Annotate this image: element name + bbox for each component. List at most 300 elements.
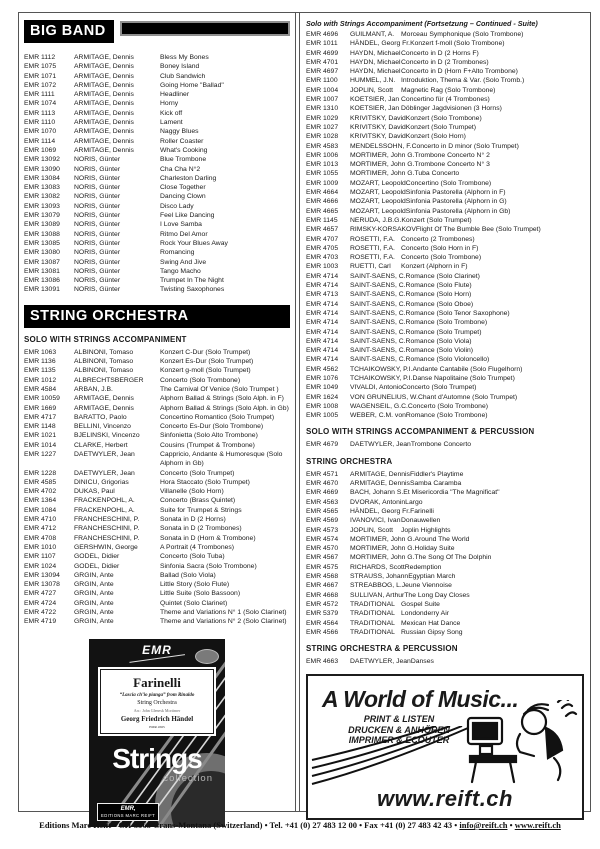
- entry-composer: MOZART, Leopold: [350, 198, 406, 206]
- entry-number: EMR 1007: [306, 96, 339, 104]
- entry-title: Romance (Solo Clarinet): [405, 272, 480, 280]
- entry-number: EMR 1063: [24, 348, 57, 356]
- entry-number: EMR 4714: [306, 319, 339, 327]
- catalog-entry-row: [24, 478, 290, 487]
- catalog-entry-row: [306, 591, 584, 600]
- entry-title: Bless My Bones: [160, 54, 209, 61]
- staff-swoosh-lines: [310, 726, 470, 788]
- entry-composer: SULLIVAN, Arthur: [350, 591, 405, 599]
- entry-title: Concerto (Solo Horn in F): [401, 244, 479, 252]
- right-column: [299, 13, 590, 811]
- catalog-entry-row: [24, 515, 290, 524]
- world-of-music-ad: [306, 674, 584, 820]
- entry-number: EMR 13093: [24, 202, 60, 210]
- entry-composer: ROSETTI, F.A.: [350, 254, 395, 262]
- entry-composer: ARMITAGE, Dennis: [74, 100, 134, 108]
- entry-number: EMR 4714: [306, 337, 339, 345]
- entry-title: Concerto in D (Horn F+Alto Trombone): [401, 68, 518, 76]
- entry-title: Concerto in D (2 Horns F): [401, 49, 479, 57]
- cover-number: EMR 4565: [149, 724, 165, 729]
- entry-title: Romance (Solo Trombone): [405, 319, 488, 327]
- entry-composer: NORIS, Günter: [74, 202, 121, 210]
- entry-title: Redemption: [404, 563, 442, 571]
- ad-line-drucken-anhoeren: DRUCKEN & ANHÖREN: [348, 724, 450, 735]
- entry-composer: VON GRUNELIUS, W.: [350, 393, 418, 401]
- entry-number: EMR 1021: [24, 432, 57, 440]
- cover-title-panel: [100, 669, 214, 734]
- catalog-entry-row: [24, 183, 290, 192]
- catalog-entry-row: [306, 104, 584, 113]
- entry-composer: MORTIMER, John G.: [350, 170, 415, 178]
- entry-composer: GRGIN, Ante: [74, 618, 114, 626]
- catalog-entry-row: [306, 188, 584, 197]
- catalog-entry-row: [24, 285, 290, 294]
- catalog-entry-row: [24, 53, 290, 62]
- entry-composer: TRADITIONAL: [350, 628, 395, 636]
- entry-title: Gospel Suite: [401, 600, 440, 608]
- entry-composer: NORIS, Günter: [74, 258, 121, 266]
- entry-title: Theme and Variations N° 2 (Solo Clarinet): [160, 618, 287, 626]
- entry-composer: ALBINONI, Tomaso: [74, 358, 134, 366]
- entry-composer: GRGIN, Ante: [74, 581, 114, 589]
- entry-title: Konzert C-Dur (Solo Trumpet): [160, 348, 251, 356]
- catalog-entry-row: [24, 99, 290, 108]
- footer-separator: •: [507, 820, 515, 830]
- entry-number: EMR 1072: [24, 81, 57, 89]
- entry-composer: SAINT-SAENS, C.: [350, 291, 406, 299]
- entry-number: EMR 1114: [24, 137, 56, 145]
- footer-email-link[interactable]: info@reift.ch: [459, 820, 508, 830]
- catalog-entry-row: [306, 309, 584, 318]
- catalog-entry-row: [24, 348, 290, 357]
- entry-composer: MOZART, Leopold: [350, 179, 406, 187]
- catalog-entry-row: [306, 355, 584, 364]
- entry-title: Trombone Concerto N° 3: [414, 161, 490, 169]
- catalog-entry-row: [306, 619, 584, 628]
- entry-number: EMR 1084: [24, 506, 57, 514]
- entry-number: EMR 13081: [24, 267, 60, 275]
- entry-number: EMR 4714: [306, 328, 339, 336]
- catalog-entry-row: [24, 357, 290, 366]
- catalog-entry-row: [306, 58, 584, 67]
- entry-title: Feel Like Dancing: [160, 212, 215, 220]
- entry-title: Blue Trombone: [160, 156, 207, 164]
- entry-composer: STREABBOG, L.: [350, 582, 402, 590]
- entry-composer: ALBINONI, Tomaso: [74, 348, 134, 356]
- entry-composer: NORIS, Günter: [74, 239, 121, 247]
- entry-title: Samba Caramba: [409, 480, 462, 488]
- catalog-entry-row: [306, 244, 584, 253]
- entry-number: EMR 4666: [306, 198, 339, 206]
- entry-composer: ARMITAGE, Dennis: [74, 137, 134, 145]
- entry-composer: FRANCHESCHINI, P.: [74, 525, 140, 533]
- catalog-entry-row: [24, 90, 290, 99]
- entry-title: Trombone Concerto: [410, 441, 472, 449]
- orchestra-percussion-list: [306, 657, 584, 666]
- entry-number: EMR 13091: [24, 286, 60, 294]
- entry-number: EMR 4724: [24, 599, 57, 607]
- entry-composer: MOZART, Leopold: [350, 189, 406, 197]
- catalog-entry-row: [306, 49, 584, 58]
- entry-number: EMR 4714: [306, 309, 339, 317]
- entry-composer: NORIS, Günter: [74, 184, 121, 192]
- entry-number: EMR 1100: [306, 77, 338, 85]
- catalog-entry-row: [306, 553, 584, 562]
- solo-percussion-subheader: SOLO WITH STRINGS ACCOMPANIMENT & PERCUSSION: [306, 427, 535, 437]
- entry-composer: MORTIMER, John G.: [350, 535, 415, 543]
- entry-title: Sonata in D (2 Trombones): [160, 525, 242, 533]
- publisher-name: EDITIONS MARC REIFT: [101, 812, 156, 818]
- catalog-entry-row: [306, 337, 584, 346]
- entry-title: Concerto (Solo Tuba): [160, 553, 225, 561]
- entry-number: EMR 13085: [24, 239, 60, 247]
- catalog-entry-row: [306, 328, 584, 337]
- ad-website-link[interactable]: www.reift.ch: [377, 786, 513, 812]
- catalog-entry-row: [306, 600, 584, 609]
- entry-number: EMR 4727: [24, 590, 57, 598]
- catalog-entry-row: [24, 617, 290, 626]
- entry-composer: SAINT-SAENS, C.: [350, 300, 406, 308]
- entry-composer: WEBER, C.M. von: [350, 412, 406, 420]
- catalog-entry-row: [306, 346, 584, 355]
- entry-number: EMR 1003: [306, 263, 339, 271]
- entry-composer: HUMMEL, J.N.: [350, 77, 396, 85]
- entry-composer: ARMITAGE, Dennis: [74, 81, 134, 89]
- entry-composer: SAINT-SAENS, C.: [350, 347, 406, 355]
- entry-number: EMR 4714: [306, 272, 339, 280]
- entry-title: Konzert (Solo Horn): [405, 133, 466, 141]
- catalog-entry-row: [24, 220, 290, 229]
- entry-title: Cousins (Trumpet & Trombone): [160, 441, 255, 449]
- entry-composer: ARMITAGE, Dennis: [74, 119, 134, 127]
- entry-title: The Song Of The Dolphin: [414, 554, 492, 562]
- entry-title: Introduktion, Thema & Var. (Solo Tromb.): [401, 77, 525, 85]
- entry-number: EMR 4665: [306, 207, 339, 215]
- entry-title: Konzert Es-Dur (Solo Trumpet): [160, 358, 254, 366]
- catalog-entry-row: [306, 67, 584, 76]
- catalog-entry-row: [306, 479, 584, 488]
- entry-number: EMR 4565: [306, 507, 339, 515]
- entry-composer: TCHAIKOWSKY, P.I.: [350, 374, 413, 382]
- entry-title: The Long Day Closes: [404, 591, 470, 599]
- catalog-entry-row: [306, 488, 584, 497]
- entry-title: Egyptian March: [408, 573, 456, 581]
- strings-series-title: Strings: [112, 742, 202, 774]
- entry-composer: KOETSIER, Jan: [350, 96, 400, 104]
- catalog-entry-row: [24, 248, 290, 257]
- entry-number: EMR 1009: [306, 179, 339, 187]
- catalog-entry-row: [306, 572, 584, 581]
- entry-number: EMR 4570: [306, 545, 339, 553]
- entry-title: Joplin Highlights: [401, 526, 451, 534]
- entry-title: Boney Island: [160, 63, 200, 71]
- entry-composer: WAGENSEIL, G.C.: [350, 402, 408, 410]
- entry-title: Ballad (Solo Viola): [160, 571, 216, 579]
- entry-number: EMR 1028: [306, 133, 339, 141]
- entry-title: Danse Napolitaine (Solo Trumpet): [412, 374, 515, 382]
- catalog-entry-row: [24, 109, 290, 118]
- entry-title: Sinfonietta (Solo Alto Trombone): [160, 432, 258, 440]
- content-frame: [18, 12, 591, 818]
- entry-title: Lament: [160, 119, 183, 127]
- solo-percussion-list: [306, 440, 584, 449]
- entry-composer: SAINT-SAENS, C.: [350, 282, 406, 290]
- entry-composer: DVORAK, Antonin: [350, 498, 406, 506]
- entry-title: What's Cooking: [160, 146, 208, 154]
- entry-number: EMR 1145: [306, 216, 338, 224]
- catalog-entry-row: [306, 402, 584, 411]
- catalog-entry-row: [306, 169, 584, 178]
- entry-number: EMR 1228: [24, 469, 57, 477]
- entry-number: EMR 13082: [24, 193, 60, 201]
- catalog-entry-row: [24, 62, 290, 71]
- entry-number: EMR 1107: [24, 553, 56, 561]
- entry-composer: FRACKENPOHL, A.: [74, 497, 135, 505]
- catalog-entry-row: [306, 86, 584, 95]
- entry-title: Danses: [410, 658, 434, 666]
- entry-number: EMR 1110: [24, 119, 56, 127]
- entry-composer: MORTIMER, John G.: [350, 545, 415, 553]
- right-string-orchestra-subheader: STRING ORCHESTRA: [306, 456, 393, 466]
- entry-number: EMR 1012: [24, 376, 57, 384]
- catalog-entry-row: [24, 562, 290, 571]
- entry-number: EMR 4657: [306, 226, 339, 234]
- entry-composer: RUETTI, Carl: [350, 263, 391, 271]
- entry-number: EMR 4574: [306, 535, 339, 543]
- entry-title: Romance (Solo Violin): [405, 347, 474, 355]
- entry-number: EMR 1112: [24, 54, 56, 61]
- entry-composer: CLARKE, Herbert: [74, 441, 128, 449]
- entry-title: Et Misericordia "The Magnificat": [403, 489, 500, 497]
- entry-title: A Portrait (4 Trombones): [160, 543, 235, 551]
- catalog-entry-row: [306, 383, 584, 392]
- decorative-black-bar: [120, 21, 290, 36]
- entry-title: Döblinger Jagdvisionen (3 Horns): [401, 105, 502, 113]
- entry-number: EMR 1135: [24, 367, 56, 375]
- entry-title: Romance (Solo Oboe): [405, 300, 474, 308]
- entry-number: EMR 1364: [24, 497, 57, 505]
- entry-composer: TCHAIKOWSKY, P.I.: [350, 365, 413, 373]
- entry-number: EMR 4701: [306, 58, 339, 66]
- entry-composer: FRANCHESCHINI, P.: [74, 516, 140, 524]
- catalog-entry-row: [306, 30, 584, 39]
- entry-number: EMR 4585: [24, 478, 57, 486]
- catalog-entry-row: [24, 496, 290, 505]
- emr-logo-text: EMR: [142, 642, 172, 657]
- catalog-entry-row: [24, 441, 290, 450]
- entry-title: Romance (Solo Horn): [405, 291, 472, 299]
- catalog-entry-row: [24, 146, 290, 155]
- entry-number: EMR 4714: [306, 356, 339, 364]
- entry-composer: HÄNDEL, Georg Fr.: [350, 40, 411, 48]
- footer-website-link[interactable]: www.reift.ch: [514, 820, 561, 830]
- entry-title: Romance (Solo Violoncello): [405, 356, 490, 364]
- catalog-entry-row: [306, 563, 584, 572]
- entry-title: Swing And Jive: [160, 258, 207, 266]
- entry-composer: ARMITAGE, Dennis: [74, 72, 134, 80]
- entry-composer: NERUDA, J.B.G.: [350, 216, 402, 224]
- entry-title: Concerto (2 Trombones): [401, 235, 475, 243]
- entry-composer: SAINT-SAENS, C.: [350, 272, 406, 280]
- entry-number: EMR 4664: [306, 189, 339, 197]
- entry-number: EMR 4584: [24, 385, 57, 393]
- entry-composer: NORIS, Günter: [74, 249, 121, 257]
- entry-composer: HAYDN, Michael: [350, 68, 401, 76]
- entry-composer: ARMITAGE, Dennis: [74, 404, 134, 412]
- catalog-entry-row: [306, 581, 584, 590]
- entry-title: Sinfonia Pastorella (Alphorn in Gb): [405, 207, 511, 215]
- entry-composer: NORIS, Günter: [74, 286, 121, 294]
- entry-number: EMR 1076: [306, 374, 339, 382]
- entry-title: Tuba Concerto: [414, 170, 460, 178]
- catalog-entry-row: [306, 151, 584, 160]
- entry-number: EMR 4717: [24, 413, 57, 421]
- entry-number: EMR 1148: [24, 423, 56, 431]
- entry-composer: NORIS, Günter: [74, 212, 121, 220]
- entry-composer: DUKAS, Paul: [74, 488, 115, 496]
- catalog-entry-row: [24, 543, 290, 552]
- entry-composer: MORTIMER, John G.: [350, 161, 415, 169]
- entry-number: EMR 4707: [306, 235, 339, 243]
- entry-number: EMR 13089: [24, 221, 60, 229]
- entry-title: Concerto in D (2 Trombones): [401, 58, 489, 66]
- entry-number: EMR 1113: [24, 109, 56, 117]
- catalog-entry-row: [24, 506, 290, 515]
- entry-title: Jeune Viennoise: [401, 582, 452, 590]
- entry-number: EMR 1669: [24, 404, 57, 412]
- entry-number: EMR 4713: [306, 291, 339, 299]
- entry-composer: MORTIMER, John G.: [350, 151, 415, 159]
- catalog-entry-row: [306, 657, 584, 666]
- catalog-entry-row: [306, 123, 584, 132]
- entry-composer: SAINT-SAENS, C.: [350, 309, 406, 317]
- entry-title: Charleston Darling: [160, 174, 217, 182]
- entry-title: Russian Gipsy Song: [401, 628, 463, 636]
- entry-title: Cappricio, Andante & Humoresque (Solo Alphorn in Gb): [160, 450, 283, 468]
- entry-composer: ALBINONI, Tomaso: [74, 367, 134, 375]
- catalog-entry-row: [306, 207, 584, 216]
- entry-title: Villanelle (Solo Horn): [160, 488, 224, 496]
- catalog-entry-row: [306, 76, 584, 85]
- entry-composer: IVANOVICI, Ivan: [350, 517, 401, 525]
- entry-composer: DAETWYLER, Jean: [74, 450, 135, 458]
- entry-number: EMR 1014: [24, 441, 57, 449]
- entry-composer: ARMITAGE, Dennis: [74, 54, 134, 61]
- entry-number: EMR 4702: [24, 488, 57, 496]
- catalog-entry-row: [306, 272, 584, 281]
- entry-composer: ARMITAGE, Dennis: [74, 128, 134, 136]
- entry-title: Dancing Clown: [160, 193, 206, 201]
- entry-number: EMR 4569: [306, 517, 339, 525]
- entry-composer: HÄNDEL, Georg Fr.: [350, 507, 411, 515]
- entry-number: EMR 1004: [306, 86, 339, 94]
- catalog-entry-row: [24, 469, 290, 478]
- catalog-entry-row: [24, 230, 290, 239]
- entry-number: EMR 4583: [306, 142, 339, 150]
- entry-composer: GRGIN, Ante: [74, 571, 114, 579]
- entry-number: EMR 4669: [306, 489, 339, 497]
- entry-composer: FRANCHESCHINI, P.: [74, 534, 140, 542]
- catalog-entry-row: [24, 127, 290, 136]
- entry-title: Going Home "Ballad": [160, 81, 224, 89]
- entry-title: Concerto (Solo Trumpet): [402, 384, 477, 392]
- entry-composer: BELLINI, Vincenzo: [74, 423, 131, 431]
- entry-number: EMR 13094: [24, 571, 60, 579]
- entry-number: EMR 1006: [306, 151, 339, 159]
- entry-composer: ALBRECHTSBERGER: [74, 376, 144, 384]
- catalog-entry-row: [24, 267, 290, 276]
- entry-title: Alphorn Ballad & Strings (Solo Alph. in Gb): [160, 404, 289, 412]
- entry-composer: TRADITIONAL: [350, 619, 395, 627]
- entry-composer: BJELINSKI, Vincenzo: [74, 432, 140, 440]
- entry-title: Farinelli: [410, 507, 434, 515]
- entry-number: EMR 4663: [306, 658, 339, 666]
- catalog-entry-row: [24, 155, 290, 164]
- entry-number: EMR 4563: [306, 498, 339, 506]
- catalog-entry-row: [24, 81, 290, 90]
- entry-composer: ROSETTI, F.A.: [350, 235, 395, 243]
- entry-composer: RIMSKY-KORSAKOV: [350, 226, 416, 234]
- entry-title: Konzert f-moll (Solo Trombone): [410, 40, 505, 48]
- entry-title: Ritmo Del Amor: [160, 230, 208, 238]
- entry-title: Konzert (Alphorn in F): [401, 263, 468, 271]
- orchestra-percussion-subheader: STRING ORCHESTRA & PERCUSSION: [306, 644, 458, 654]
- entry-composer: NORIS, Günter: [74, 193, 121, 201]
- ad-title: A World of Music...: [322, 686, 519, 713]
- entry-composer: DAETWYLER, Jean: [350, 658, 411, 666]
- catalog-entry-row: [306, 262, 584, 271]
- entry-number: EMR 1024: [24, 562, 57, 570]
- catalog-entry-row: [306, 318, 584, 327]
- entry-number: EMR 4667: [306, 582, 339, 590]
- entry-number: EMR 4708: [24, 534, 57, 542]
- catalog-entry-row: [24, 422, 290, 431]
- entry-number: EMR 1027: [306, 123, 339, 131]
- catalog-entry-row: [24, 258, 290, 267]
- entry-composer: GUILMANT, A.: [350, 31, 395, 38]
- catalog-entry-row: [306, 179, 584, 188]
- entry-title: Holiday Suite: [414, 545, 455, 553]
- entry-title: Romance (Solo Trumpet): [405, 328, 482, 336]
- entry-title: Little Suite (Solo Bassoon): [160, 590, 241, 598]
- entry-title: Londonderry Air: [401, 610, 449, 618]
- entry-title: Konzert (Solo Trumpet): [401, 216, 472, 224]
- entry-title: Close Together: [160, 184, 206, 192]
- catalog-entry-row: [306, 160, 584, 169]
- entry-number: EMR 1075: [24, 63, 57, 71]
- entry-composer: TRADITIONAL: [350, 600, 395, 608]
- publisher-logo-box: [97, 803, 159, 821]
- catalog-entry-row: [24, 211, 290, 220]
- entry-title: Alphorn Ballad & Strings (Solo Alph. in F): [160, 395, 284, 403]
- entry-title: Largo: [405, 498, 423, 506]
- entry-composer: ROSETTI, F.A.: [350, 244, 395, 252]
- entry-title: Concerto (Solo Trombone): [401, 254, 482, 262]
- entry-number: EMR 1049: [306, 384, 339, 392]
- entry-composer: ARMITAGE, Dennis: [74, 91, 134, 99]
- entry-composer: JOPLIN, Scott: [350, 86, 394, 94]
- entry-number: EMR 4703: [306, 254, 339, 262]
- catalog-entry-row: [306, 498, 584, 507]
- entry-composer: RICHARDS, Scott: [350, 563, 405, 571]
- entry-title: Tango Macho: [160, 267, 201, 275]
- entry-composer: GODEL, Didier: [74, 553, 120, 561]
- entry-number: EMR 4714: [306, 347, 339, 355]
- entry-number: EMR 13080: [24, 249, 60, 257]
- entry-number: EMR 4705: [306, 244, 339, 252]
- catalog-entry-row: [306, 411, 584, 420]
- entry-title: Sinfonia Pastorella (Alphorn in G): [405, 198, 507, 206]
